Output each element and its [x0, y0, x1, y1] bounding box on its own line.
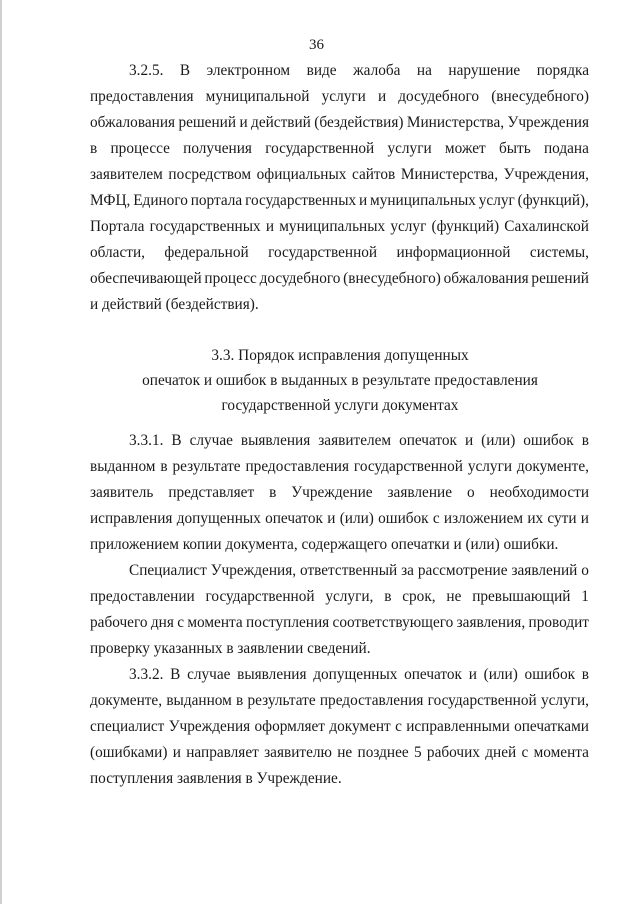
word: заявление	[387, 484, 452, 501]
word: в	[269, 484, 277, 501]
word: решений	[531, 270, 589, 287]
paragraph-3-2-5-line: и действий (бездействия).	[90, 296, 259, 313]
word: рассмотрение	[417, 562, 508, 579]
word: государственных	[245, 192, 357, 209]
word: и	[327, 510, 336, 527]
word: портала	[190, 192, 243, 209]
word: Учреждения,	[503, 166, 589, 183]
word: поступления	[246, 614, 330, 631]
word: в	[581, 666, 589, 683]
word: государственной	[265, 140, 375, 157]
paragraph-3-3-2-line	[90, 718, 589, 736]
word: рабочих	[426, 744, 480, 761]
word: услуги	[321, 88, 366, 105]
paragraph-specialist-check-line	[90, 588, 589, 606]
word: опечаток	[399, 432, 457, 449]
word: момента	[187, 614, 243, 631]
word: в	[90, 140, 98, 157]
word: официальных	[256, 166, 347, 183]
word: документе,	[90, 692, 163, 709]
word: обжалования	[443, 270, 529, 287]
word: документ	[329, 718, 391, 735]
word: их	[527, 510, 544, 527]
word: и	[172, 744, 181, 761]
word: ошибок	[523, 432, 574, 449]
word: информационной	[396, 244, 511, 261]
word: федеральной	[164, 244, 249, 261]
paragraph-3-2-5-line	[90, 166, 589, 184]
word: досудебного	[259, 270, 341, 287]
word: (функций)	[431, 218, 500, 235]
paragraph-specialist-check-line	[129, 562, 589, 580]
word: в	[160, 458, 168, 475]
word: направляет	[186, 744, 259, 761]
word: заявлений	[511, 562, 578, 579]
word: подана	[543, 140, 589, 157]
word: не	[337, 744, 353, 761]
paragraph-3-2-5-line	[90, 218, 589, 236]
word: Портала	[90, 218, 145, 235]
word: результате	[172, 458, 241, 475]
word: 3.3.2.	[129, 666, 164, 683]
word: ответственный	[300, 562, 398, 579]
word: в	[384, 588, 392, 605]
word: государственной	[268, 244, 378, 261]
word: допущенных	[176, 510, 261, 527]
word: предоставлении	[90, 588, 195, 605]
word: на	[416, 62, 432, 79]
word: ошибок	[378, 510, 429, 527]
paragraph-3-2-5-line	[90, 244, 589, 262]
word: сути	[547, 510, 577, 527]
word: допущенных	[313, 666, 398, 683]
word: изложением	[443, 510, 524, 527]
word: (функций),	[517, 192, 589, 209]
word: услуги	[387, 140, 432, 157]
word: государственной	[205, 588, 315, 605]
paragraph-3-2-5-line	[90, 270, 589, 288]
word: предоставления	[245, 458, 350, 475]
word: в	[236, 692, 244, 709]
word: и	[265, 218, 275, 235]
paragraph-3-3-1-line: приложением копии документа, содержащего опечатки и (или) ошибки.	[90, 536, 559, 553]
word: и	[239, 114, 248, 131]
paragraph-specialist-check-line: проверку указанных в заявлении сведений.	[90, 640, 371, 657]
word: Министерства,	[406, 114, 505, 131]
word: процессе	[110, 140, 170, 157]
page-edge	[0, 0, 2, 904]
word: муниципальной	[205, 88, 310, 105]
paragraph-3-2-5-line	[129, 62, 589, 80]
word: В	[179, 62, 191, 79]
word: с	[395, 718, 402, 735]
word: процесс	[204, 270, 257, 287]
word: обжалования	[90, 114, 176, 131]
word: МФЦ,	[90, 192, 131, 209]
paragraph-3-2-5-line	[90, 88, 589, 106]
word: порядка	[536, 62, 589, 79]
word: 3.2.5.	[129, 62, 164, 79]
word: оформляет	[254, 718, 325, 735]
paragraph-3-3-2-line: поступления заявления в Учреждение.	[90, 770, 342, 787]
word: сайтов	[351, 166, 396, 183]
word: виде	[306, 62, 337, 79]
word: проводит	[528, 614, 589, 631]
word: получения	[183, 140, 252, 157]
word: (или)	[481, 432, 516, 449]
word: посредством	[168, 166, 252, 183]
word: заявитель	[90, 484, 154, 501]
word: исправления	[90, 510, 173, 527]
word: системы,	[529, 244, 589, 261]
word: ошибок	[524, 666, 576, 683]
word: Учреждение	[291, 484, 373, 501]
word: быть	[498, 140, 531, 157]
word: необходимости	[489, 484, 589, 501]
word: с	[432, 510, 440, 527]
word: позднее	[357, 744, 409, 761]
paragraph-3-3-1-line	[90, 458, 589, 476]
word: Учреждения,	[210, 562, 297, 579]
word: области,	[90, 244, 145, 261]
word: случае	[189, 432, 233, 449]
word: выданном	[166, 692, 232, 709]
word: услуг	[390, 218, 427, 235]
word: опечаток	[404, 666, 462, 683]
paragraph-3-3-1-line	[90, 510, 589, 528]
word: выявления	[240, 432, 311, 449]
word: услуг	[478, 192, 515, 209]
word: обеспечивающей	[90, 270, 202, 287]
word: (или)	[339, 510, 374, 527]
word: и	[359, 192, 368, 209]
word: срок,	[402, 588, 436, 605]
word: опечаток	[265, 510, 323, 527]
word: не	[446, 588, 462, 605]
word: о	[581, 562, 589, 579]
word: превышающий	[472, 588, 571, 605]
paragraph-3-2-5-line	[90, 140, 589, 158]
word: 1	[581, 588, 589, 605]
word: заявителю	[264, 744, 332, 761]
word: с	[177, 614, 184, 631]
word: результате	[247, 692, 316, 709]
word: государственной	[353, 458, 463, 475]
word: представляет	[168, 484, 255, 501]
word: заявления,	[456, 614, 526, 631]
word: с	[521, 744, 529, 761]
word: исправленными	[406, 718, 510, 735]
word: Учреждения	[168, 718, 251, 735]
word: в	[581, 432, 589, 449]
word: и	[377, 88, 387, 105]
paragraph-3-2-5-line	[90, 114, 589, 132]
word: Сахалинской	[504, 218, 589, 235]
word: 3.3.1.	[129, 432, 164, 449]
word: рабочего	[90, 614, 148, 631]
word: документе,	[516, 458, 589, 475]
section-heading-3-3-line: государственной услуги документах	[221, 397, 459, 414]
word: заявителем	[318, 432, 392, 449]
word: досудебного	[398, 88, 480, 105]
word: и	[468, 666, 477, 683]
word: нарушение	[448, 62, 521, 79]
word: выявления	[237, 666, 307, 683]
word: дней	[485, 744, 517, 761]
page-number: 36	[309, 37, 324, 53]
word: может	[444, 140, 486, 157]
word: муниципальных	[370, 192, 476, 209]
word: выданном	[90, 458, 156, 475]
word: (внесудебного)	[343, 270, 441, 287]
word: услуги	[467, 458, 513, 475]
word: В	[171, 432, 182, 449]
word: (ошибками)	[90, 744, 168, 761]
word: Единого	[133, 192, 188, 209]
word: решений	[178, 114, 237, 131]
paragraph-3-3-2-line	[129, 666, 589, 684]
word: за	[401, 562, 414, 579]
word: (внесудебного)	[491, 88, 589, 105]
word: и	[464, 432, 474, 449]
word: государственных	[149, 218, 261, 235]
word: о	[466, 484, 475, 501]
paragraph-3-3-2-line	[90, 744, 589, 762]
word: (или)	[483, 666, 518, 683]
word: Специалист	[129, 562, 207, 579]
word: (бездействия)	[314, 114, 404, 131]
word: услуги,	[325, 588, 374, 605]
paragraph-3-3-1-line	[129, 432, 589, 450]
word: электронном	[206, 62, 291, 79]
section-heading-3-3-line: 3.3. Порядок исправления допущенных	[211, 347, 469, 364]
word: и	[580, 510, 589, 527]
section-heading-3-3-line: опечаток и ошибок в выданных в результате предоставления	[142, 372, 538, 389]
word: опечатками	[514, 718, 589, 735]
word: дня	[150, 614, 174, 631]
word: момента	[533, 744, 589, 761]
paragraph-3-2-5-line	[90, 192, 589, 210]
word: муниципальных	[279, 218, 386, 235]
paragraph-3-3-1-line	[90, 484, 589, 502]
word: жалоба	[353, 62, 401, 79]
word: соответствующего	[332, 614, 454, 631]
word: предоставления	[90, 88, 194, 105]
word: государственной	[427, 692, 537, 709]
word: 5	[413, 744, 422, 761]
word: специалист	[90, 718, 165, 735]
word: услуги,	[540, 692, 589, 709]
paragraph-3-3-2-line	[90, 692, 589, 710]
word: Учреждения	[507, 114, 589, 131]
word: предоставления	[319, 692, 424, 709]
word: Министерства,	[400, 166, 499, 183]
word: действий	[251, 114, 311, 131]
word: В	[170, 666, 181, 683]
paragraph-specialist-check-line	[90, 614, 589, 632]
word: случае	[187, 666, 231, 683]
word: заявителем	[90, 166, 163, 183]
